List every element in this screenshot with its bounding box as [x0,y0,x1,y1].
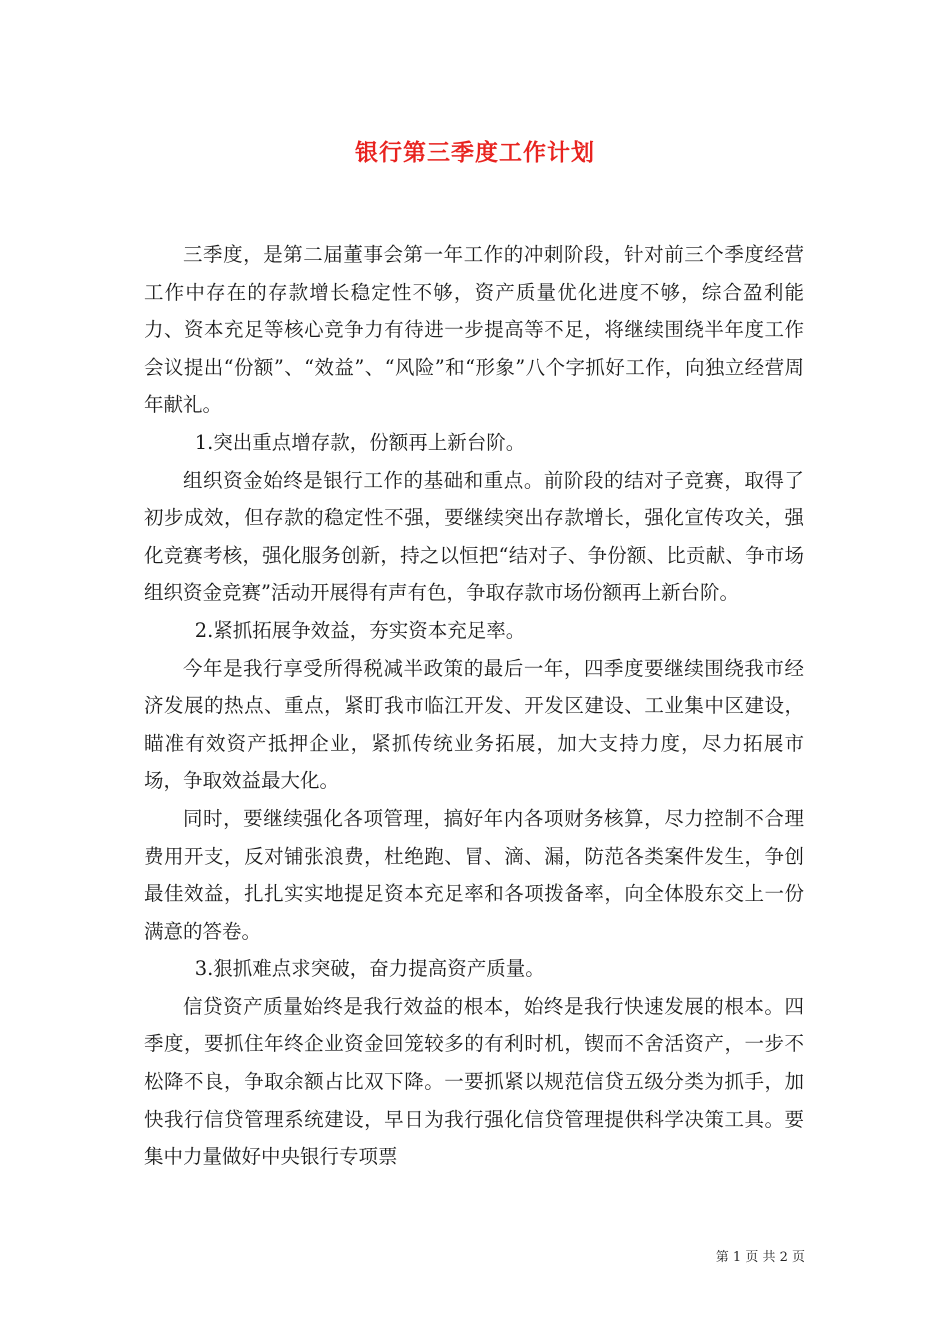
paragraph-deposits: 组织资金始终是银行工作的基础和重点。前阶段的结对子竞赛，取得了初步成效，但存款的稳定性不强，要继续突出存款增长，强化宣传攻关，强化竞赛考核，强化服务创新，持之以恒把“结对子、争份额、比贡献、争市场组织资金竞赛”活动开展得有声有色，争取存款市场份额再上新台阶。 [144,468,804,605]
document-body [144,236,804,1176]
section-heading-2: 2.紧抓拓展争效益，夯实资本充足率。 [194,618,526,642]
paragraph-benefits: 今年是我行享受所得税减半政策的最后一年，四季度要继续围绕我市经济发展的热点、重点，紧盯我市临江开发、开发区建设、工业集中区建设，瞄准有效资产抵押企业，紧抓传统业务拓展，加大支持力度，尽力拓展市场，争取效益最大化。 [144,656,804,793]
document-title: 银行第三季度工作计划 [355,139,595,166]
section-heading-1: 1.突出重点增存款，份额再上新台阶。 [194,430,526,454]
paragraph-asset-quality: 信贷资产质量始终是我行效益的根本，始终是我行快速发展的根本。四季度，要抓住年终企业资金回笼较多的有利时机，锲而不舍活资产，一步不松降不良，争取余额占比双下降。一要抓紧以规范信贷五级分类为抓手，加快我行信贷管理系统建设，早日为我行强化信贷管理提供科学决策工具。要集中力量做好中央银行专项票 [144,994,804,1169]
paragraph-management: 同时，要继续强化各项管理，搞好年内各项财务核算，尽力控制不合理费用开支，反对铺张浪费，杜绝跑、冒、滴、漏，防范各类案件发生，争创最佳效益，扎扎实实地提足资本充足率和各项拨备率，向全体股东交上一份满意的答卷。 [144,806,804,943]
section-heading-3: 3.狠抓难点求突破，奋力提高资产质量。 [194,957,545,981]
paragraph-intro: 三季度，是第二届董事会第一年工作的冲刺阶段，针对前三个季度经营工作中存在的存款增长稳定性不够，资产质量优化进度不够，综合盈利能力、资本充足等核心竞争力有待进一步提高等不足，将继续围绕半年度工作会议提出“份额”、“效益”、“风险”和“形象”八个字抓好工作，向独立经营周年献礼。 [144,243,804,417]
page-number-footer: 第 1 页 共 2 页 [715,1250,805,1265]
